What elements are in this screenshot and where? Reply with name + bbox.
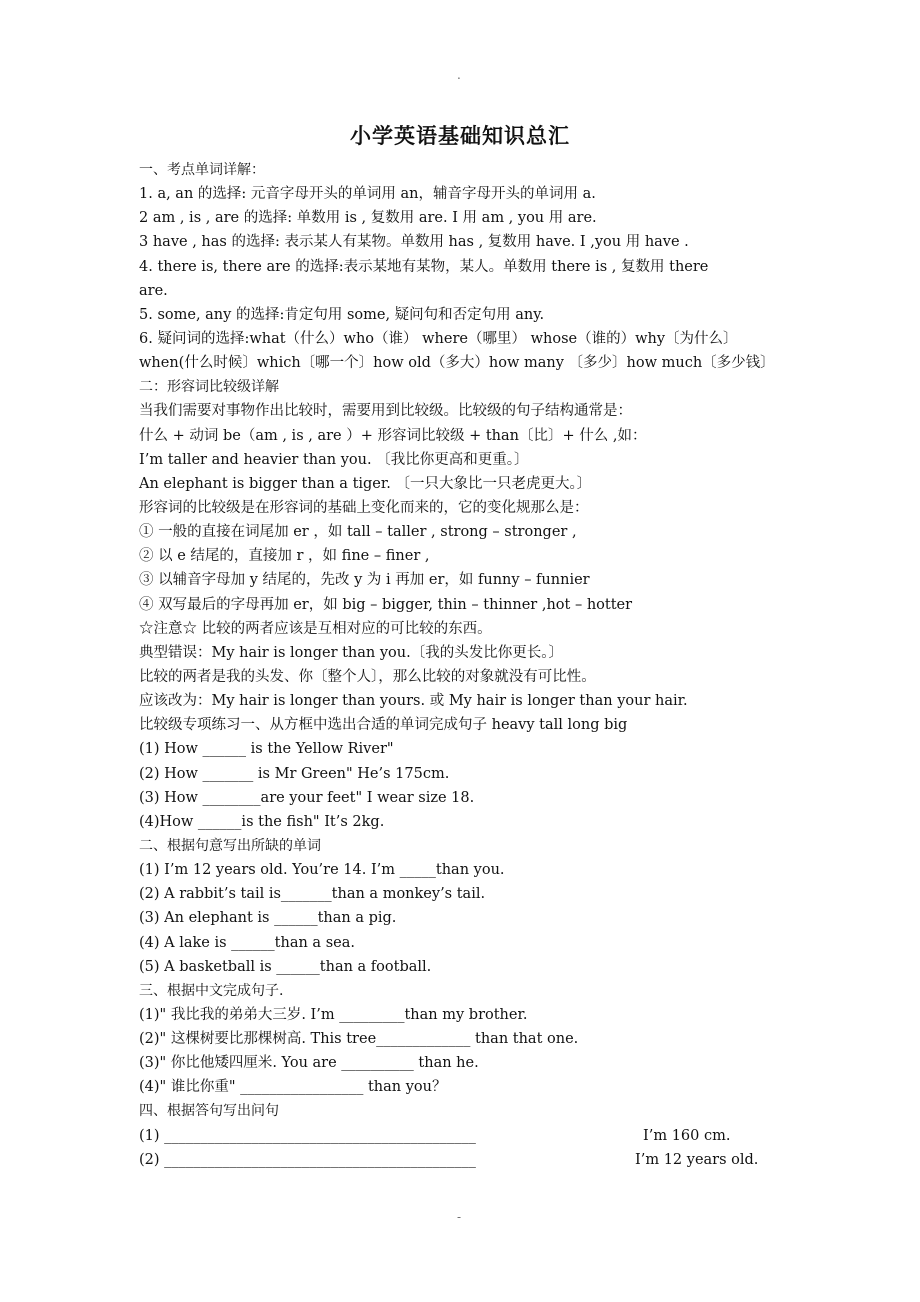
exercise-item: (3) How ________are your feet" I wear size 18. bbox=[139, 789, 475, 806]
note-line: ☆注意☆ 比较的两者应该是互相对应的可比较的东西。 bbox=[139, 620, 492, 637]
exercise-item: (4)" 谁比你重" _________________ than you？ bbox=[139, 1079, 447, 1096]
section-heading-1: 一、考点单词详解： bbox=[139, 162, 265, 178]
text-line: 典型错误：My hair is longer than you.〔我的头发比你更长。〕 bbox=[139, 644, 563, 661]
text-line: 6. 疑问词的选择:what（什么）who（谁） where（哪里） whose（谁的）why〔为什么〕 bbox=[139, 330, 738, 347]
question-blank: (2) ___________________________________________ bbox=[139, 1151, 476, 1168]
answer-text: I’m 160 cm. bbox=[643, 1127, 731, 1144]
text-line: 5. some, any 的选择:肯定句用 some, 疑问句和否定句用 any. bbox=[139, 306, 545, 323]
exercise-heading: 四、根据答句写出问句 bbox=[139, 1103, 279, 1120]
text-line: when(什么时候〕which〔哪一个〕how old（多大）how many 〔多少〕how much〔多少钱〕 bbox=[139, 355, 775, 372]
question-row bbox=[139, 1124, 819, 1148]
exercise-item: (3) An elephant is ______than a pig. bbox=[139, 910, 397, 927]
exercise-item: (2) A rabbit’s tail is_______than a monkey’s tail. bbox=[139, 886, 486, 903]
text-line: 形容词的比较级是在形容词的基础上变化而来的，它的变化规那么是： bbox=[139, 499, 589, 516]
text-line: 2 am , is , are 的选择: 单数用 is , 复数用 are. I 用 am , you 用 are. bbox=[139, 210, 597, 227]
text-line: 比较的两者是我的头发、你〔整个人〕，那么比较的对象就没有可比性。 bbox=[139, 668, 596, 685]
section-heading-2: 二：形容词比较级详解 bbox=[139, 379, 279, 396]
rule-item: ① 一般的直接在词尾加 er ，如 tall – taller , strong – stronger , bbox=[139, 524, 577, 541]
question-blank: (1) ___________________________________________ bbox=[139, 1127, 476, 1144]
exercise-heading: 三、根据中文完成句子. bbox=[139, 982, 284, 999]
text-line: are. bbox=[139, 282, 168, 299]
exercise-item: (2)" 这棵树要比那棵树高. This tree_____________ than that one. bbox=[139, 1031, 579, 1048]
page-title: 小学英语基础知识总汇 bbox=[350, 123, 570, 148]
footer-mark: - bbox=[457, 1210, 462, 1224]
rule-item: ② 以 e 结尾的，直接加 r ，如 fine – finer , bbox=[139, 548, 430, 565]
text-line: 当我们需要对事物作出比较时，需要用到比较级。比较级的句子结构通常是： bbox=[139, 403, 632, 420]
question-row bbox=[139, 1148, 819, 1172]
exercise-heading: 比较级专项练习一、从方框中选出合适的单词完成句子 heavy tall long big bbox=[139, 717, 628, 734]
exercise-item: (5) A basketball is ______than a football. bbox=[139, 958, 432, 975]
exercise-item: (3)" 你比他矮四厘米. You are __________ than he. bbox=[139, 1055, 479, 1072]
text-line: I’m taller and heavier than you. 〔我比你更高和更重。〕 bbox=[139, 451, 529, 468]
text-line: An elephant is bigger than a tiger. 〔一只大象比一只老虎更大。〕 bbox=[139, 475, 592, 492]
exercise-item: (4)How ______is the fish" It’s 2kg. bbox=[139, 813, 385, 830]
exercise-item: (1) I’m 12 years old. You’re 14. I’m _____than you. bbox=[139, 862, 505, 879]
header-mark: . bbox=[457, 68, 461, 82]
text-line: 4. there is, there are 的选择:表示某地有某物，某人。单数用 there is , 复数用 there bbox=[139, 258, 709, 275]
text-line: 1. a, an 的选择: 元音字母开头的单词用 an，辅音字母开头的单词用 a. bbox=[139, 186, 596, 203]
exercise-item: (4) A lake is ______than a sea. bbox=[139, 934, 355, 951]
answer-text: I’m 12 years old. bbox=[635, 1151, 759, 1168]
rule-item: ④ 双写最后的字母再加 er，如 big – bigger, thin – thinner ,hot – hotter bbox=[139, 596, 633, 613]
rule-item: ③ 以辅音字母加 y 结尾的，先改 y 为 i 再加 er，如 funny – funnier bbox=[139, 572, 590, 589]
text-line: 什么 + 动词 be（am , is , are ）+ 形容词比较级 + than〔比〕+ 什么 ,如： bbox=[139, 427, 647, 444]
exercise-item: (1)" 我比我的弟弟大三岁. I’m _________than my brother. bbox=[139, 1006, 528, 1023]
exercise-item: (1) How ______ is the Yellow River" bbox=[139, 741, 394, 758]
exercise-item: (2) How _______ is Mr Green" He’s 175cm. bbox=[139, 765, 450, 782]
exercise-heading: 二、根据句意写出所缺的单词 bbox=[139, 837, 321, 854]
document-body bbox=[139, 158, 819, 1172]
text-line: 3 have , has 的选择: 表示某人有某物。单数用 has , 复数用 have. I ,you 用 have . bbox=[139, 234, 689, 251]
text-line: 应该改为：My hair is longer than yours. 或 My hair is longer than your hair. bbox=[139, 693, 688, 710]
